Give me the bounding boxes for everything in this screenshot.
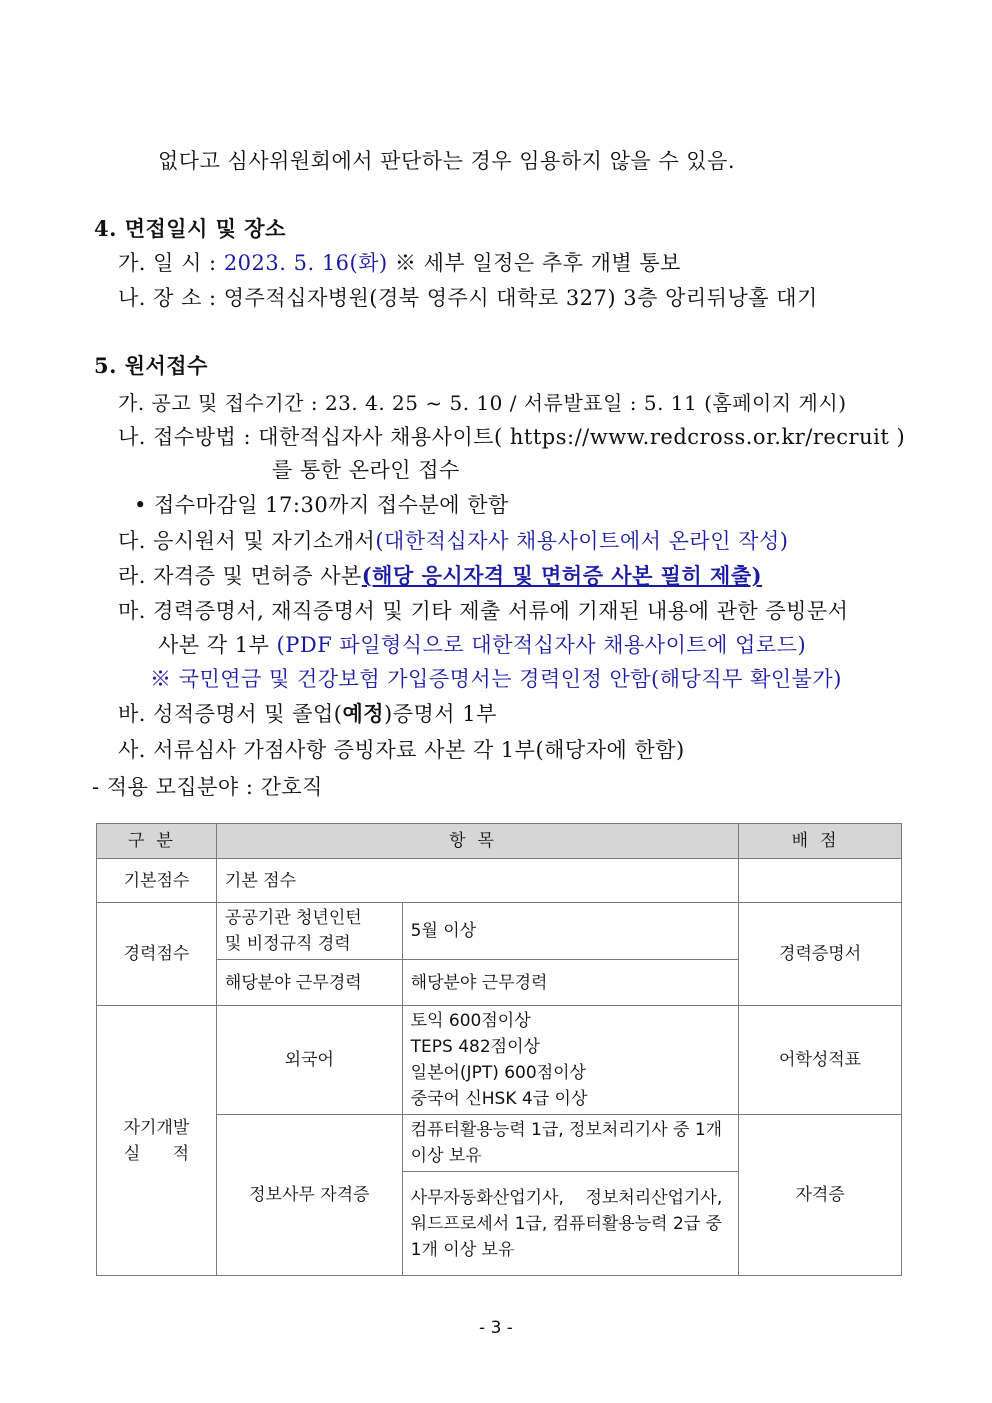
deadline-bullet: • 접수마감일 17:30까지 접수분에 한함 — [134, 493, 509, 517]
language-score: 어학성적표 — [739, 1006, 902, 1115]
table-row — [97, 859, 902, 903]
license-copy-label: 라. 자격증 및 면허증 사본 — [118, 564, 362, 588]
career-docs-copies: 사본 각 1부 — [158, 633, 277, 657]
list-item: TEPS 482점이상 — [410, 1037, 540, 1057]
header-category: 구분 — [97, 824, 217, 859]
it-item-1: 컴퓨터활용능력 1급, 정보처리기사 중 1개 이상 보유 — [402, 1115, 739, 1172]
career-category: 경력점수 — [97, 903, 217, 1006]
career-docs-cont — [158, 630, 806, 660]
list-item: 중국어 신HSK 4급 이상 — [410, 1089, 588, 1109]
table-row — [97, 1006, 902, 1115]
list-item: 토익 600점이상 — [410, 1011, 531, 1031]
section-5-heading: 5. 원서접수 — [94, 353, 208, 378]
self-dev-line-2: 실 적 — [123, 1143, 190, 1164]
pension-note: ※ 국민연금 및 건강보험 가입증명서는 경력인정 안함(해당직무 확인불가) — [150, 667, 842, 691]
transcript — [118, 699, 497, 729]
continued-text: 없다고 심사위원회에서 판단하는 경우 임용하지 않을 수 있음. — [158, 149, 736, 173]
table-row — [97, 1115, 902, 1172]
language-items — [402, 1006, 739, 1115]
header-item: 항목 — [216, 824, 738, 859]
it-score: 자격증 — [739, 1115, 902, 1276]
list-item: 일본어(JPT) 600점이상 — [410, 1063, 586, 1083]
table-header-row — [97, 824, 902, 859]
application-period: 가. 공고 및 접수기간 : 23. 4. 25 ~ 5. 10 / 서류발표일 : 5. 11 (홈페이지 게시) — [118, 391, 847, 415]
header-score: 배점 — [739, 824, 902, 859]
transcript-suffix: )증명서 1부 — [384, 702, 497, 726]
career-docs-upload-note: (PDF 파일형식으로 대한적십자사 채용사이트에 업로드) — [276, 633, 807, 657]
applicable-field: - 적용 모집분야 : 간호직 — [92, 775, 323, 799]
career-value-2: 해당분야 근무경력 — [402, 960, 739, 1006]
career-sub-2: 해당분야 근무경력 — [216, 960, 402, 1006]
application-method-cont: 를 통한 온라인 접수 — [272, 458, 460, 482]
interview-date — [118, 248, 681, 278]
license-copy — [118, 561, 762, 591]
basic-score — [739, 859, 902, 903]
section-4-heading: 4. 면접일시 및 장소 — [94, 216, 286, 241]
interview-date-label: 가. 일 시 : — [118, 251, 224, 275]
application-form-label: 다. 응시원서 및 자기소개서 — [118, 529, 376, 553]
basic-item: 기본 점수 — [216, 859, 738, 903]
transcript-expected: 예정 — [342, 701, 385, 726]
self-dev-category — [97, 1006, 217, 1276]
it-item-2: 사무자동화산업기사, 정보처리산업기사, 워드프로세서 1급, 컴퓨터활용능력 2급 중 1개 이상 보유 — [402, 1172, 739, 1276]
interview-place: 나. 장 소 : 영주적십자병원(경북 영주시 대학로 327) 3층 앙리뒤낭홀 대기 — [118, 286, 818, 310]
career-value-1: 5월 이상 — [402, 903, 739, 960]
interview-date-note: ※ 세부 일정은 추후 개별 통보 — [387, 251, 681, 275]
page-number: - 3 - — [479, 1318, 513, 1338]
career-sub-1: 공공기관 청년인턴 및 비정규직 경력 — [216, 903, 402, 960]
application-method: 나. 접수방법 : 대한적십자사 채용사이트( https://www.redcross.or.kr/recruit ) — [118, 425, 906, 449]
it-sub: 정보사무 자격증 — [216, 1115, 402, 1276]
score-table — [96, 823, 902, 1276]
bonus-evidence: 사. 서류심사 가점사항 증빙자료 사본 각 1부(해당자에 한함) — [118, 738, 685, 762]
self-dev-line-1: 자기개발 — [123, 1117, 190, 1138]
career-score: 경력증명서 — [739, 903, 902, 1006]
transcript-label: 바. 성적증명서 및 졸업( — [118, 702, 343, 726]
application-form-note: (대한적십자사 채용사이트에서 온라인 작성) — [375, 529, 789, 553]
interview-date-value: 2023. 5. 16(화) — [223, 251, 388, 275]
career-docs: 마. 경력증명서, 재직증명서 및 기타 제출 서류에 기재된 내용에 관한 증빙문서 — [118, 599, 849, 623]
application-form — [118, 526, 788, 556]
license-copy-note: (해당 응시자격 및 면허증 사본 필히 제출) — [361, 563, 763, 588]
basic-category: 기본점수 — [97, 859, 217, 903]
language-sub: 외국어 — [216, 1006, 402, 1115]
table-row — [97, 903, 902, 960]
